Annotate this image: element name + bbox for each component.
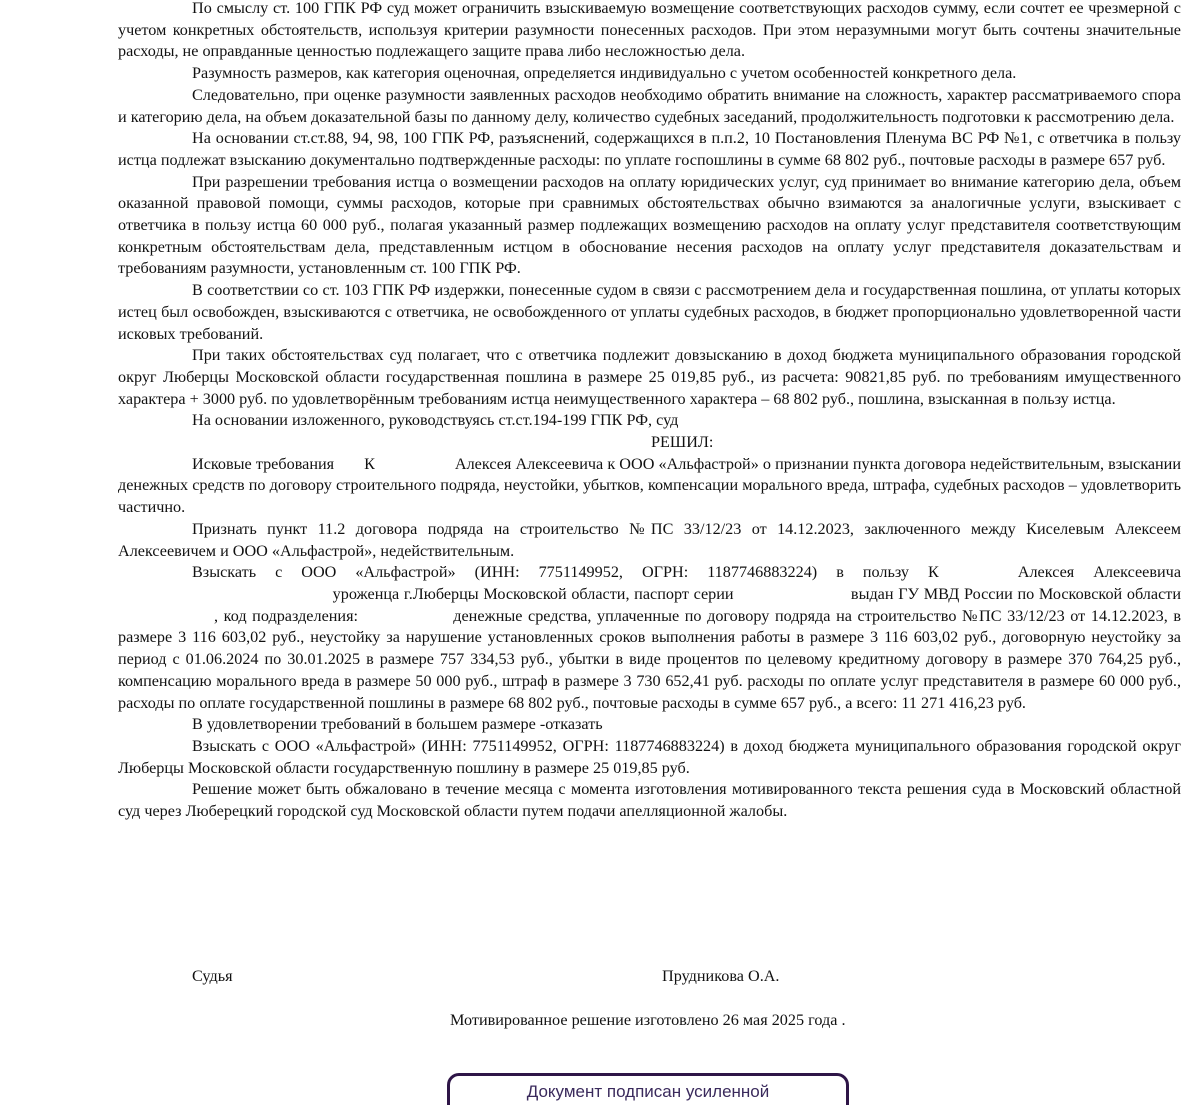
claims-rest: Алексея Алексеевича к ООО «Альфастрой» о признании пункта договора недействительным, взыскании денежных средств по договору строительного подряда, неустойки, убытков, компенсации морального вреда, штрафа, судебных расходов – удовлетворить частично. xyxy=(118,454,1181,517)
stamp-text: Документ подписан усиленной xyxy=(526,1082,770,1101)
paragraph-art103: В соответствии со ст. 103 ГПК РФ издержки, понесенные судом в связи с рассмотрением дела и государственная пошлина, от уплаты которых истец был освобожден, взыскиваются с ответчика, не освобожденного от уплаты судебных расходов, в бюджет пропорционально удовлетворенной части исковых требований. xyxy=(118,281,1181,343)
motivated-decision-note: Мотивированное решение изготовлено 26 мая 2025 года . xyxy=(450,1011,846,1029)
decision-heading: РЕШИЛ: xyxy=(651,433,714,452)
recover-part2: Алексея Алексеевича xyxy=(1017,563,1181,582)
recover-part4: выдан ГУ МВД России по Московской области xyxy=(850,584,1181,603)
judge-label: Судья xyxy=(192,967,233,985)
recover-part3: уроженца г.Люберцы Московской области, паспорт серии xyxy=(332,584,734,603)
paragraph-recover-from-defendant xyxy=(118,562,1181,714)
recover-part1: Взыскать с ООО «Альфастрой» (ИНН: 7751149952, ОГРН: 1187746883224) в пользу К xyxy=(192,563,939,582)
electronic-signature-stamp xyxy=(447,1073,849,1105)
signature-row xyxy=(192,967,1092,989)
judge-name: Прудникова О.А. xyxy=(662,967,780,985)
recover-part5: , код подразделения: xyxy=(214,606,359,625)
paragraph-costs-basis: На основании ст.ст.88, 94, 98, 100 ГПК РФ, разъяснений, содержащихся в п.п.2, 10 Постановления Пленума ВС РФ №1, с ответчика в пользу истца подлежат взысканию документально подтвержденные расходы: по уплате госпошлины в сумме 68 802 руб., почтовые расходы в размере 657 руб. xyxy=(118,129,1181,169)
paragraph-guided-by: На основании изложенного, руководствуясь ст.ст.194-199 ГПК РФ, суд xyxy=(192,411,679,430)
claims-start: Исковые требования xyxy=(192,454,335,473)
claims-initial: К xyxy=(364,454,375,473)
paragraph-legal-services: При разрешении требования истца о возмещении расходов на оплату юридических услуг, суд принимает во внимание категорию дела, объем оказанной правовой помощи, суммы расходов, которые при сравнимых обстоятельствах обычно взимаются за аналогичные услуги, взыскивает с ответчика в пользу истца 60 000 руб., полагая указанный размер подлежащих возмещению расходов на оплату услуг представителя соответствующим конкретным обстоятельствам дела, представленным истцом в обоснование несения расходов на оплату услуг представителя доказательствам и требованиям разумности, установленным ст. 100 ГПК РФ. xyxy=(118,172,1181,278)
paragraph-reasonableness-art100: По смыслу ст. 100 ГПК РФ суд может ограничить взыскиваемую возмещение соответствующих расходов сумму, если сочтет ее чрезмерной с учетом конкретных обстоятельств, используя критерии разумности понесенных расходов. При этом неразумными могут быть сочтены значительные расходы, не оправданные ценностью подлежащего защите права либо несложностью дела. xyxy=(118,0,1181,61)
paragraph-reasonableness-category: Разумность размеров, как категория оценочная, определяется индивидуально с учетом особенностей конкретного дела. xyxy=(192,64,1017,83)
paragraph-invalidate-clause: Признать пункт 11.2 договора подряда на строительство №ПС 33/12/23 от 14.12.2023, заключенного между Киселевым Алексеем Алексеевичем и ООО «Альфастрой», недействительным. xyxy=(118,519,1181,560)
paragraph-assessment-factors: Следовательно, при оценке разумности заявленных расходов необходимо обратить внимание на сложность, характер рассматриваемого спора и категорию дела, на объем доказательной базы по данному делу, количество судебных заседаний, продолжительность подготовки к рассмотрению дела. xyxy=(118,85,1181,126)
paragraph-appeal: Решение может быть обжаловано в течение месяца с момента изготовления мотивированного текста решения суда в Московский областной суд через Люберецкий городской суд Московской области путем подачи апелляционной жалобы. xyxy=(118,780,1181,821)
paragraph-additional-duty: При таких обстоятельствах суд полагает, что с ответчика подлежит довзысканию в доход бюджета муниципального образования городской округ Люберцы Московской области государственная пошлина в размере 25 019,85 руб., из расчета: 90821,85 руб. по требованиям имущественного характера + 3000 руб. по удовлетворённым требованиям истца неимущественного характера – 68 802 руб., пошлина, взысканная в пользу истца. xyxy=(118,346,1181,408)
paragraph-claims xyxy=(118,454,1181,519)
paragraph-refuse: В удовлетворении требований в большем размере -отказать xyxy=(192,715,603,734)
paragraph-state-duty: Взыскать с ООО «Альфастрой» (ИНН: 7751149952, ОГРН: 1187746883224) в доход бюджета муниципального образования городской округ Люберцы Московской области государственную пошлину в размере 25 019,85 руб. xyxy=(118,736,1181,777)
document-body xyxy=(118,0,1181,823)
recover-part6: денежные средства, уплаченные по договору подряда на строительство №ПС 33/12/23 от 14.12.2023, в размере 3 116 603,02 руб., неустойку за нарушение установленных сроков выполнения работы в размере 3 116 603,02 руб., договорную неустойку за период с 01.06.2024 по 30.01.2025 в размере 757 334,53 руб., убытки в виде процентов по целевому кредитному договору в размере 370 764,25 руб., компенсацию морального вреда в размере 50 000 руб., штраф в размере 3 730 652,41 руб. расходы по оплате услуг представителя в размере 60 000 руб., расходы по оплате государственной пошлины в размере 68 802 руб., почтовые расходы в сумме 657 руб., а всего: 11 271 416,23 руб. xyxy=(118,606,1182,712)
